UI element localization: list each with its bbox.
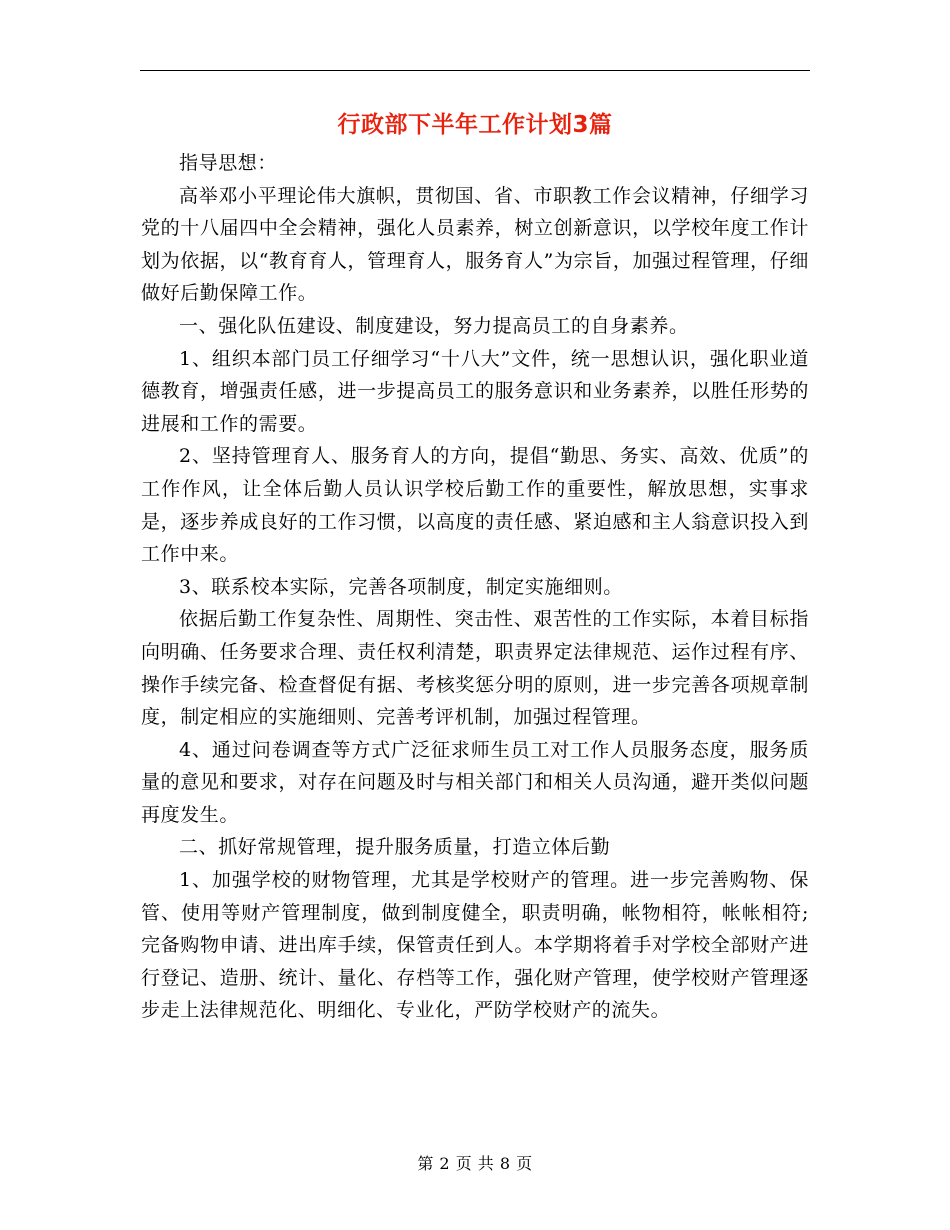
page-number-footer: 第 2 页 共 8 页 (417, 1154, 533, 1173)
document-body (141, 147, 809, 1027)
paragraph-item-1-3-detail: 依据后勤工作复杂性、周期性、突击性、艰苦性的工作实际，本着目标指向明确、任务要求合理、责任权利清楚，职责界定法律规范、运作过程有序、操作手续完备、检查督促有据、考核奖惩分明的原则，进一步完善各项规章制度，制定相应的实施细则、完善考评机制，加强过程管理。 (141, 608, 809, 729)
section-heading-2: 二、抓好常规管理，提升服务质量，打造立体后勤 (179, 836, 611, 859)
paragraph-guiding-text: 高举邓小平理论伟大旗帜，贯彻国、省、市职教工作会议精神，仔细学习党的十八届四中全会精神，强化人员素养，树立创新意识，以学校年度工作计划为依据，以“教育育人，管理育人，服务育人”为宗旨，加强过程管理，仔细做好后勤保障工作。 (141, 184, 809, 305)
paragraph-guiding-heading: 指导思想： (179, 152, 278, 174)
paragraph-item-1-2: 2、坚持管理育人、服务育人的方向，提倡“勤思、务实、高效、优质”的工作作风，让全体后勤人员认识学校后勤工作的重要性，解放思想，实事求是，逐步养成良好的工作习惯，以高度的责任感、紧迫感和主人翁意识投入到工作中来。 (141, 445, 809, 566)
paragraph-item-2-1: 1、加强学校的财物管理，尤其是学校财产的管理。进一步完善购物、保管、使用等财产管理制度，做到制度健全，职责明确，帐物相符，帐帐相符;完备购物申请、进出库手续，保管责任到人。本学期将着手对学校全部财产进行登记、造册、统计、量化、存档等工作，强化财产管理，使学校财产管理逐步走上法律规范化、明细化、专业化，严防学校财产的流失。 (141, 869, 809, 1022)
paragraph-item-1-3: 3、联系校本实际，完善各项制度，制定实施细则。 (179, 575, 623, 598)
header-rule (140, 70, 810, 71)
section-heading-1: 一、强化队伍建设、制度建设，努力提高员工的自身素养。 (179, 314, 689, 337)
paragraph-item-1-1: 1、组织本部门员工仔细学习“十八大”文件，统一思想认识，强化职业道德教育，增强责任感，进一步提高员工的服务意识和业务素养，以胜任形势的进展和工作的需要。 (141, 347, 809, 435)
paragraph-item-1-4: 4、通过问卷调查等方式广泛征求师生员工对工作人员服务态度，服务质量的意见和要求，对存在问题及时与相关部门和相关人员沟通，避开类似问题再度发生。 (141, 738, 809, 826)
document-title: 行政部下半年工作计划3篇 (337, 112, 613, 138)
